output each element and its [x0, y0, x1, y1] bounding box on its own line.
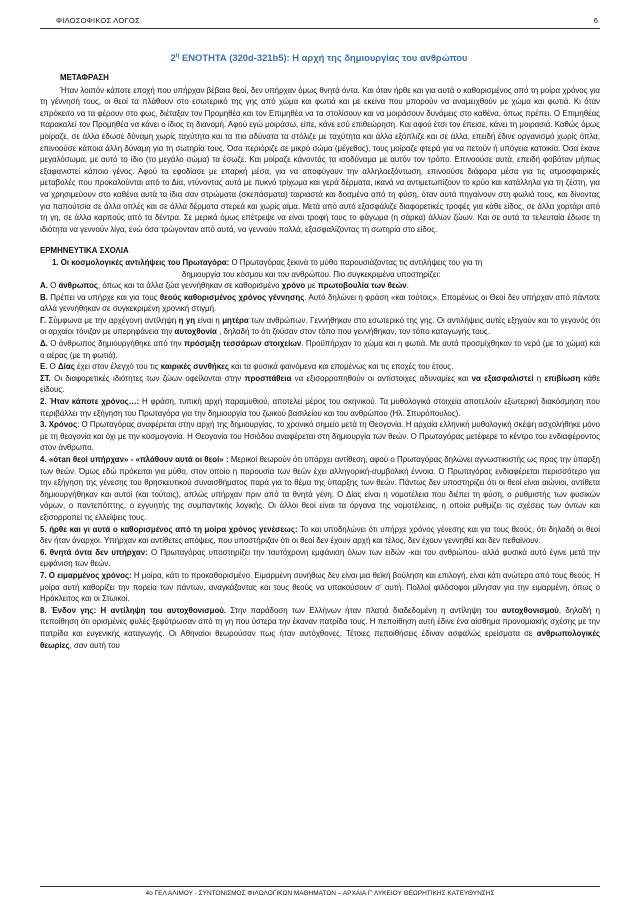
point-d	[40, 338, 600, 361]
point-g-autoxthonia: αυτοχθονία	[174, 327, 217, 337]
point-a-protovoulia: πρωτοβουλία των θεών	[317, 281, 407, 291]
comment-3-label: 3. Χρόνος	[40, 420, 78, 430]
comment-5-text: Το και υποδηλώνει ότι υπήρχε χρόνος γένεσης και για τους θεούς, ότι δηλαδή οι θεοί δεν ήταν άναρχοι. Υπήρχαν και αντίθετες απόψεις, που υποστήριζαν ότι οι θεοί δεν έχουν αρχή και τέλος, δεν έχουν γεννηθεί και δεν πεθαίνουν.	[40, 524, 600, 546]
point-st-epivivosi: επιβίωση	[544, 373, 581, 383]
comment-2	[40, 396, 600, 419]
point-e-dias: Δίας	[58, 362, 75, 372]
comments-heading: ΕΡΜΗΝΕΥΤΙΚΑ ΣΧΟΛΙΑ	[40, 246, 129, 256]
page-header	[40, 12, 600, 29]
page-number: 6	[593, 16, 598, 25]
comment-1-label: 1. Οι κοσμολογικές αντιλήψεις του Πρωταγόρα:	[52, 257, 230, 267]
comment-8-text-1: Στην παράδοση των Ελλήνων ήταν πλατιά διαδεδομένη η αντίληψη του	[226, 605, 502, 615]
point-a-xronos: χρόνο	[281, 281, 306, 291]
section-title-text: ΕΝΟΤΗΤΑ (320d-321b5): Η αρχή της δημιουργίας του ανθρώπου	[179, 52, 468, 63]
point-e-kairikes: καιρικές συνθήκες	[160, 362, 229, 372]
comment-5	[40, 524, 600, 547]
comment-8-autoxthonismos: αυτοχθονισμού	[501, 605, 559, 615]
comment-1	[52, 257, 600, 280]
page-content	[40, 72, 600, 651]
point-b-theous: θεούς καθορισμένος χρόνος γέννησης	[159, 292, 305, 302]
comment-1-text: Ο Πρωταγόρας ξεκινά το μύθο παρουσιάζοντας τις αντιλήψεις του για τη	[229, 257, 483, 267]
section-number-suffix: η	[175, 52, 180, 59]
point-g	[40, 315, 600, 338]
point-e-label: Ε.	[40, 362, 48, 372]
point-g-text-3: των ανθρώπων. Γεννήθηκαν στο εσωτερικό της γης. Οι αντιλήψεις αυτές εξηγούν και το γεγονός ότι οι αρχαίοι τόνιζαν με υπερηφάνεια την	[40, 315, 600, 337]
comment-6-text: Ο Πρωταγόρας υποστηρίζει την ταυτόχρονη εμφάνιση όλων των ειδών -και του ανθρώπου- αλλά φυσικά αυτό έγινε μετά την εμφάνιση των θεών.	[40, 547, 600, 569]
point-st-prospatheia: προσπάθεια	[244, 373, 292, 383]
point-d-prosmixi: πρόσμιξη τεσσάρων στοιχείων	[183, 339, 302, 349]
comment-7	[40, 570, 600, 605]
point-g-text-1: Σύμφωνα με την αρχέγονη αντίληψη	[46, 315, 179, 325]
comment-8-text-3: , σαν αυτή του	[69, 640, 120, 650]
comment-8-label: 8. Ένδον γης:	[40, 605, 97, 615]
point-a-label: Α.	[40, 281, 48, 291]
point-d-text-2: . Προϋπήρχαν το χώμα και η φωτιά. Με αυτά προσμίχθηκαν το νερό (με το χώμα) και ο αέρας (με τη φωτιά).	[40, 339, 600, 360]
point-a-text-4: .	[406, 281, 409, 291]
comment-4-text: Μερικοί θεωρούν ότι υπάρχει αντίθεση, αφού ο Πρωταγόρας δηλώνει αγνωστικιστής ως προς την ύπαρξη των θεών. Όμως εδώ πρόκειται για μύθο, στον οποίο η παρουσία των θεών έχει αλληγορική-συμβολική έννοια. Ο Πρωταγόρας ενδιαφέρεται περισσότερο για την εξήγηση της γένεσης του θρησκευτικού συναισθήματος παρά για το θέμα της ύπαρξης των θεών. Πάντως δεν υποστηρίζει ότι οι θεοί είναι αιώνιοι, αντίθετα δημιουργήθηκαν και αυτοί (και τούτοις), απλώς υπήρχαν πριν από τα θνητά γένη. Ο Δίας είναι η νομοτέλεια που διέπει τη φύση, ο ρυθμιστής των φυσικών νόμων, ο παντεπόπτης, ο εγγυητής της συμπαντικής λογικής. Οι άλλοι θεοί είναι τα όργανα της νομοτέλειας, η οποία ρυθμίζει τις σχέσεις των όντων και εξισορροπεί τις ελλείψεις τους.	[40, 455, 601, 522]
translation-text: Ήταν λοιπόν κάποτε εποχή που υπήρχαν βέβαια θεοί, δεν υπήρχαν όμως θνητά όντα. Και όταν ήρθε και για αυτά ο καθορισμένος από τη μοίρα χρόνος για τη γέννησή τους, οι θεοί τα πλάθουν στο εσωτερικό της γης από χώμα και φωτιά και με εκείνα που μπορούν να αναμειχθούν με χώμα και φωτιά. Κι όταν επρόκειτο να τα φέρουν στο φως, διέταξαν τον Προμηθέα και τον Επιμηθέα να τα στολίσουν και να μοιράσουν δυνάμεις στο καθένα, όπως πρέπει. Ο Επιμηθέας παρακαλεί τον Προμηθέα να κάνει ο ίδιος τη διανομή. Αφού εγώ μοιράσω, είπε, κάνε εσύ επιθεώρηση. Και αφού έτσι τον έπεισε, κάνει τη μοιρασιά. Καθώς όμως μοίραζε, σε άλλα έδωσε δύναμη χωρίς ταχύτητα και τα πιο αδύνατα τα στόλιζε με ταχύτητα και άλλα εξόπλιζε και σε άλλα, επειδή έδινε οργανισμό χωρίς όπλα, επινοούσε κάποια άλλη δύναμη για τη σωτηρία τους. Όσα περιόριζε σε μικρό σώμα (μέγεθος), τους μοίραζε φτερά για να πετούν ή υπόγεια κατοικία. Όσα έκανε μεγαλόσωμα, με αυτό το ίδιο (το μεγάλο σώμα) τα έσωζε. Και μοίραζε κάνοντάς τα ισοδύναμα με αυτόν τον τρόπο. Επινοούσε αυτά, επειδή φοβόταν μήπως εξαφανιστεί κάποιο γένος. Αφού τα εφοδίασε με επαρκή μέσα, για να αποφύγουν την αλληλοεξόντωση, επινοούσε διάφορα μέσα για τις ατμοσφαιρικές μεταβολές που προκαλούνται από το Δία, ντύνοντας αυτά με πυκνό τρίχωμα και γερά δέρματα, ικανά να αντιμετωπίζουν το κρύο και κατάλληλα για τη ζέστη, για να χρησιμεύουν στο καθένα αυτά τα ίδια σαν στρώματα (σκεπάσματα) ταιριαστά και δοσμένα από τη φύση, όταν αυτά πηγαίνουν στη φωλιά τους, και δίνοντας για παπούτσια σε άλλα οπλές και σε άλλα δέρματα στερεά και χωρίς αίμα. Μετά από αυτό εξασφάλιζε διαφορετικές τροφές για κάθε είδος, σε άλλα χορτάρι από τη γη, σε άλλα καρπούς από τα δέντρα. Σε μερικά όμως επέτρεψε να είναι τροφή τους το φάγωμα (η σάρκα) άλλων ζώων. Και σε αυτά τα τελευταία έδωσε τη ιδιότητα να γεννούν λίγα, ενώ όσα τρώγονταν από αυτά, να γεννούν πολλά, εξασφαλίζοντας τη σωτηρία στο είδος.	[40, 85, 600, 234]
point-g-text-2: είναι η	[195, 315, 223, 325]
point-g-label: Γ.	[40, 315, 47, 325]
point-e-text-2: έχει στον έλεγχό του τις	[74, 362, 161, 372]
comment-1-continuation: δημιουργία του κόσμου και του ανθρώπου. Πιο συγκεκριμένα υποστηρίζει:	[182, 269, 441, 279]
point-a-text-3: με	[305, 281, 318, 291]
point-st-label: ΣΤ.	[40, 373, 51, 383]
page-footer: 4ο ΓΕΛ ΑΛΙΜΟΥ - ΣΥΝΤΟΝΙΣΜΟΣ ΦΙΛΟΛΟΓΙΚΩΝ ΜΑΘΗΜΑΤΩΝ – ΑΡΧΑΙΑ Γ' ΛΥΚΕΙΟΥ ΘΕΩΡΗΤΙΚΗΣ ΚΑΤΕΥΘΥΝΣΗΣ	[40, 886, 600, 897]
comment-7-text: Η μοίρα, κάτι το προκαθορισμένο. Ειμαρμένη συνήθως δεν είναι μια θεϊκή βούληση και επιλογή, είναι κάτι ανώτερο από τους θεούς. Η μοίρα αυτή καθορίζει την πορεία των πάντων, αναγκάζοντας και τους θεούς να υπακούσουν σ' αυτή. Πολλοί φιλόσοφοι μίλησαν για την ειμαρμένη, όπως ο Ηράκλειτος και οι Στωικοί.	[40, 570, 600, 604]
section-number: 2	[170, 52, 176, 63]
point-st-na-exasfalistei: να εξασφαλιστεί	[471, 373, 534, 383]
point-e-text-3: και τα φυσικά φαινόμενα και επομένως και τις εποχές του έτους.	[228, 362, 454, 372]
point-a-text-1: Ο	[47, 281, 59, 291]
point-b	[40, 292, 600, 315]
point-st-text-2: να εξισορροπηθούν οι αντίστοιχες αδυναμίες και	[291, 373, 472, 383]
point-b-label: Β.	[40, 292, 48, 302]
point-e	[40, 361, 600, 373]
comment-8-anthropologikes: ανθρωπολογικές θεωρίες	[40, 628, 600, 650]
point-a-anthropos: άνθρωπος	[58, 281, 99, 291]
comment-4	[40, 454, 600, 524]
comment-3	[40, 419, 600, 454]
point-b-text-2: . Αυτό δηλώνει η φράση «και τούτοις». Επομένως οι Θεοί δεν υπήρχαν από πάντοτε αλλά γεννήθηκαν σε συγκεκριμένη χρονική στιγμή.	[40, 292, 600, 314]
header-title: ΦΙΛΟΣΟΦΙΚΟΣ ΛΟΓΟΣ	[56, 16, 140, 25]
translation-heading: ΜΕΤΑΦΡΑΣΗ	[60, 73, 109, 82]
comment-3-text: : Ο Πρωταγόρας αναφέρεται στην αρχή της δημιουργίας, το χρονικό σημείο μετά τη Θεογονία. Η αρχαία ελληνική μυθολογική σκέψη ασχολήθηκε μόνο με τη θεογονία και όχι με την κοσμογονία. Η Θεογονία του Ησιόδου αναφέρεται στη δημιουργία των θεών. Ο Πρωταγόρας μετέφερε το κέντρο του ενδιαφέροντος στον άνθρωπο.	[40, 420, 600, 453]
point-b-text-1: Πρέπει να υπήρχε και για τους	[47, 292, 160, 302]
point-g-ge: η γη	[178, 315, 196, 325]
point-st-text-4: κάθε είδους.	[40, 373, 600, 395]
point-g-text-4: , δηλαδή το ότι ζούσαν στον τόπο που γεννήθηκαν, τον τόπο καταγωγής τους.	[216, 327, 490, 337]
point-st-text-3: η	[533, 373, 545, 383]
point-a-text-2: , όπως και τα άλλα ζώα γεννήθηκαν σε καθορισμένο	[98, 281, 282, 291]
comment-6	[40, 547, 600, 570]
point-a	[40, 280, 600, 292]
point-st	[40, 373, 600, 396]
comment-6-label: 6. θνητά όντα δεν υπήρχαν:	[40, 547, 148, 557]
comment-7-label: 7. Ο ειμαρμένος χρόνος:	[40, 570, 132, 580]
point-e-text-1: Ο	[47, 362, 58, 372]
comment-5-label: 5. ήρθε και γι αυτά ο καθορισμένος από τη μοίρα χρόνος γενέσεως:	[40, 524, 298, 534]
comment-8-subtitle: Η αντίληψη του αυτοχθονισμού.	[96, 605, 227, 615]
comment-8	[40, 605, 600, 651]
point-st-text-1: Οι διαφορετικές ιδιότητες των ζώων οφείλονται στην	[50, 373, 245, 383]
point-d-text-1: Ο άνθρωπος δημιουργήθηκε από την	[47, 339, 184, 349]
section-title	[0, 52, 638, 63]
comment-2-text: Η φράση, τυπική αρχή παραμυθιού, αποτελεί μέρος του σκηνικού. Τα μυθολογικά στοιχεία αποτελούν εξωτερική διακόσμηση που περιβάλλει την εξήγηση του Πρωταγόρα για την δημιουργία του ζωικού βασιλείου και του ανθρώπου (Ηλ. Σπυρόπουλος).	[40, 397, 600, 418]
point-d-label: Δ.	[40, 339, 48, 349]
comment-8-text-2: , δηλαδή η πεποίθηση ότι ορισμένες φυλές ξεφύτρωσαν από τη γη που ύστερα την έκαναν πατρίδα τους. Η πεποίθηση αυτή έδινε ένα αίσθημα προνομιακής σχέσης με την πατρίδα και ευγενικής καταγωγής. Οι Αθηναίοι θεωρούσαν πως ήταν αυτόχθονες. Τέτοιες πεποιθήσεις έδιναν ασφαλώς ερείσματα σε	[40, 605, 600, 638]
comment-2-label: 2. Ήταν κάποτε χρόνος…:	[40, 397, 140, 407]
point-g-mitera: μητέρα	[222, 315, 249, 325]
comment-4-label: 4. «ότan θεοί υπήρχαν» - «πλάθουν αυτά οι θεοί» :	[40, 455, 229, 464]
